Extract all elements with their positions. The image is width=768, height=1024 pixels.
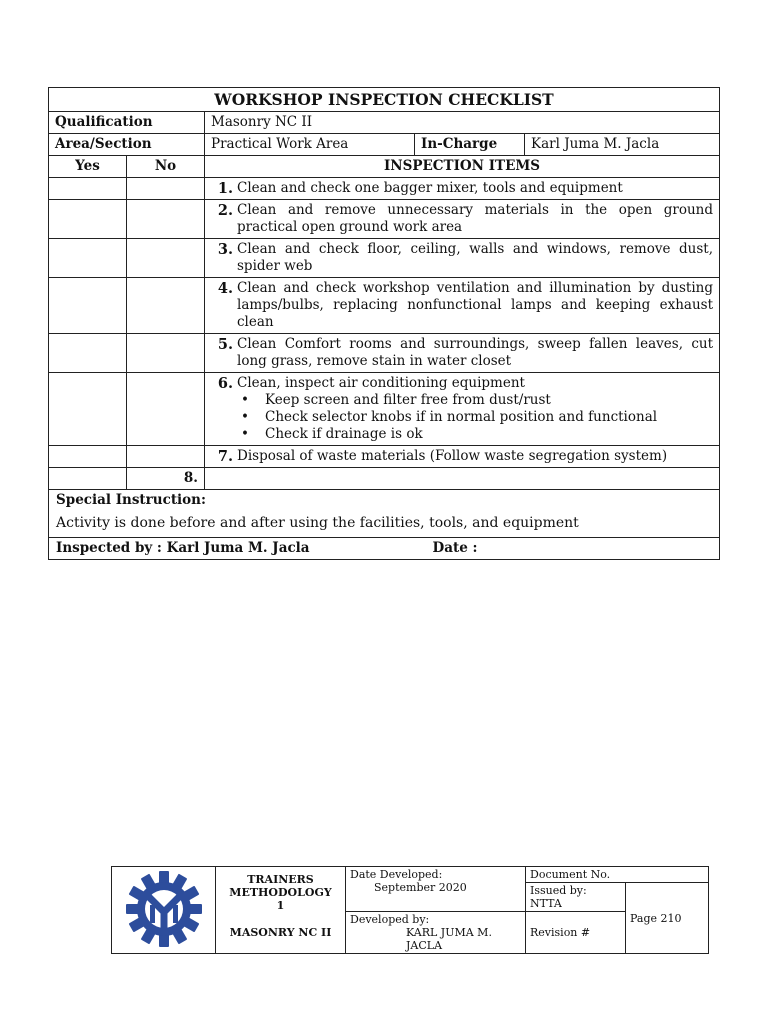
table-row (49, 278, 720, 334)
item-number: 2. (217, 202, 233, 219)
qualification-label: Qualification (49, 112, 205, 134)
yes-checkbox-cell[interactable] (49, 278, 127, 334)
in-charge-value: Karl Juma M. Jacla (525, 134, 720, 156)
item-number: 4. (217, 280, 233, 297)
developed-by-value: KARL JUMA M. JACLA (406, 926, 492, 952)
inspection-item (205, 446, 720, 468)
program-line-2: METHODOLOGY (229, 886, 332, 899)
item-text: Clean and check one bagger mixer, tools and equipment (237, 180, 623, 196)
item-text: Clean Comfort rooms and surroundings, sweep fallen leaves, cut long grass, remove stain in water closet (237, 336, 714, 369)
date-developed-value: September 2020 (374, 881, 467, 894)
inspection-item (205, 178, 720, 200)
table-row (49, 178, 720, 200)
bullet-text: Check selector knobs if in normal position and functional (265, 409, 658, 425)
developed-by-cell (346, 912, 526, 954)
yes-checkbox-cell[interactable] (49, 373, 127, 446)
inspection-item (205, 278, 720, 334)
date-developed-label: Date Developed: (350, 868, 443, 881)
in-charge-label: In-Charge (415, 134, 525, 156)
no-checkbox-cell[interactable] (127, 278, 205, 334)
page-number: Page 210 (626, 883, 709, 954)
item-number: 3. (217, 241, 233, 258)
inspection-item (205, 334, 720, 373)
bullet-icon: • (241, 426, 249, 442)
issued-by-value: NTTA (530, 897, 562, 910)
item-text: Clean and check workshop ventilation and illumination by dusting lamps/bulbs, replacing nonfunctional lamps and keeping exhaust clean (237, 280, 714, 330)
yes-column-header: Yes (49, 156, 127, 178)
item-number: 7. (217, 448, 233, 465)
revision-label: Revision # (526, 912, 626, 954)
table-row (49, 334, 720, 373)
program-line-3: 1 (276, 899, 285, 912)
no-checkbox-cell[interactable] (127, 373, 205, 446)
developed-by-label: Developed by: (350, 913, 430, 926)
special-instruction-label: Special Instruction: (56, 492, 206, 508)
checklist-title: WORKSHOP INSPECTION CHECKLIST (49, 88, 720, 112)
document-no-label: Document No. (526, 867, 709, 883)
yes-checkbox-cell[interactable] (49, 334, 127, 373)
item-text: Clean and check floor, ceiling, walls and windows, remove dust, spider web (237, 241, 714, 274)
special-instruction-text: Activity is done before and after using the facilities, tools, and equipment (56, 515, 579, 531)
item-text: Clean and remove unnecessary materials in the open ground practical open ground work area (237, 202, 714, 235)
special-instruction (49, 490, 720, 538)
inspection-item-8-blank[interactable] (205, 468, 720, 490)
inspection-item (205, 239, 720, 278)
item-number: 5. (217, 336, 233, 353)
yes-checkbox-cell[interactable] (49, 468, 127, 490)
document-footer (111, 866, 709, 954)
date-label: Date : (415, 538, 720, 560)
program-title-cell (216, 867, 346, 954)
no-column-header: No (127, 156, 205, 178)
item-text: Disposal of waste materials (Follow waste segregation system) (237, 448, 668, 464)
inspection-item (205, 200, 720, 239)
bullet-item (241, 426, 713, 443)
no-checkbox-cell[interactable] (127, 239, 205, 278)
yes-checkbox-cell[interactable] (49, 178, 127, 200)
yes-checkbox-cell[interactable] (49, 446, 127, 468)
issued-by-cell (526, 883, 626, 912)
inspected-by: Inspected by : Karl Juma M. Jacla (49, 538, 415, 560)
inspection-checklist-table (48, 87, 720, 560)
table-row (49, 468, 720, 490)
bullet-item (241, 392, 713, 409)
item-8-number: 8. (127, 468, 205, 490)
item-text: Clean, inspect air conditioning equipment (237, 375, 525, 391)
no-checkbox-cell[interactable] (127, 446, 205, 468)
inspection-item (205, 373, 720, 446)
bullet-item (241, 409, 713, 426)
bullet-icon: • (241, 392, 249, 408)
no-checkbox-cell[interactable] (127, 334, 205, 373)
logo-cell (112, 867, 216, 954)
bullet-icon: • (241, 409, 249, 425)
table-row (49, 446, 720, 468)
item-number: 1. (217, 180, 233, 197)
item-number: 6. (217, 375, 233, 392)
no-checkbox-cell[interactable] (127, 178, 205, 200)
issued-by-label: Issued by: (530, 884, 587, 897)
table-row (49, 200, 720, 239)
no-checkbox-cell[interactable] (127, 200, 205, 239)
area-section-value: Practical Work Area (205, 134, 415, 156)
bullet-text: Keep screen and filter free from dust/rust (265, 392, 551, 408)
table-row (49, 373, 720, 446)
qualification-value: Masonry NC II (205, 112, 720, 134)
yes-checkbox-cell[interactable] (49, 200, 127, 239)
bullet-text: Check if drainage is ok (265, 426, 423, 442)
program-line-1: TRAINERS (247, 873, 314, 886)
area-section-label: Area/Section (49, 134, 205, 156)
date-developed-cell (346, 867, 526, 912)
inspection-items-header: INSPECTION ITEMS (205, 156, 720, 178)
yes-checkbox-cell[interactable] (49, 239, 127, 278)
program-line-4: MASONRY NC II (229, 926, 332, 939)
table-row (49, 239, 720, 278)
tesda-gear-logo-icon (124, 869, 204, 949)
